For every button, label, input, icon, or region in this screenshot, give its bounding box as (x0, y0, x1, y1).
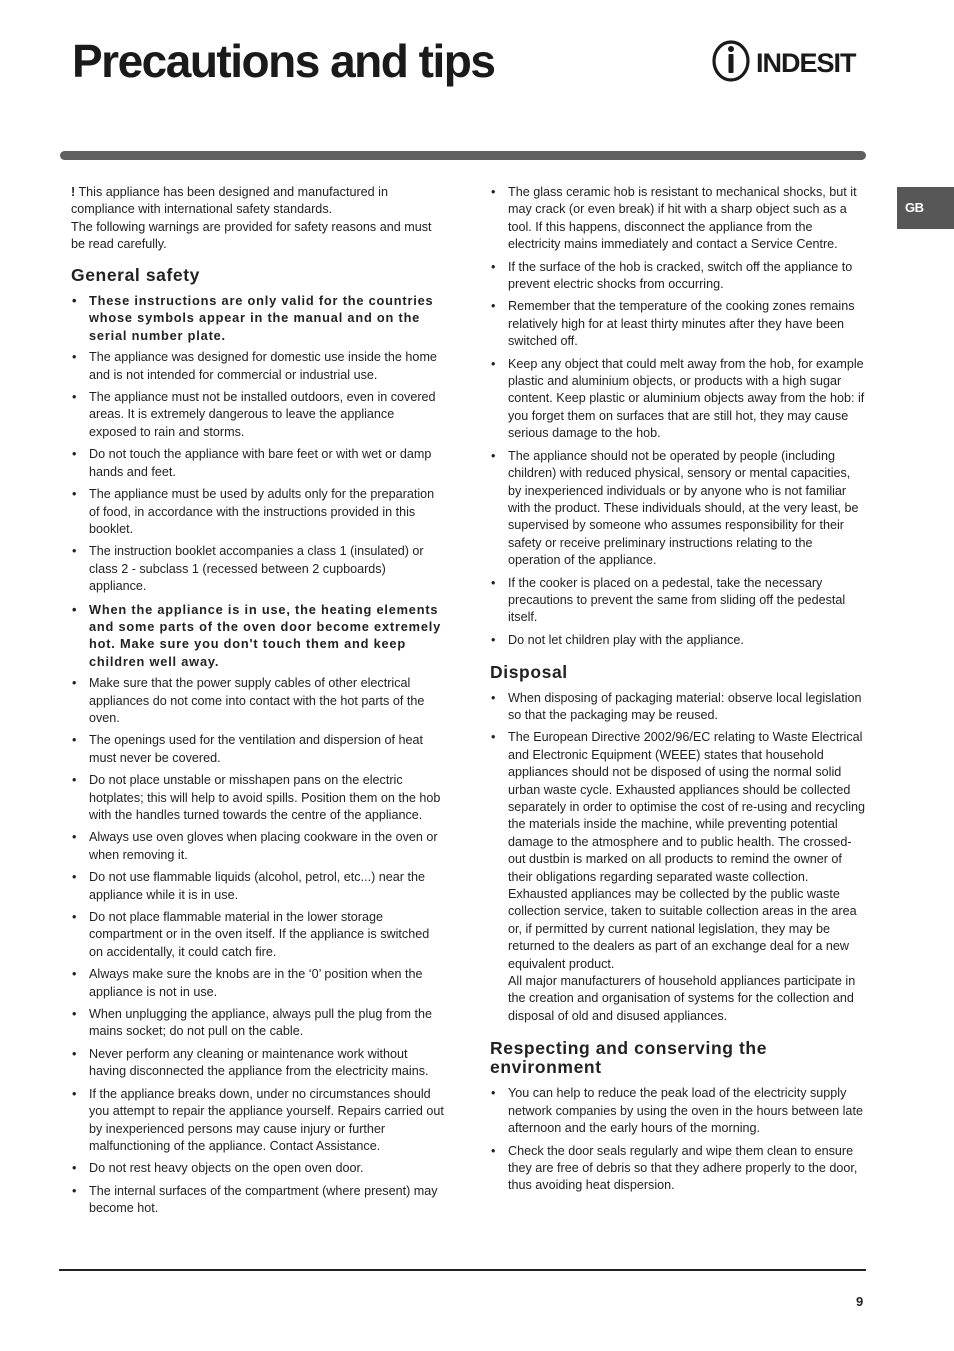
intro-text-2: The following warnings are provided for safety reasons and must be read carefully. (71, 219, 432, 252)
weee-paragraph-1: • The European Directive 2002/96/EC relating to Waste Electrical and Electronic Equipment (WEEE) states that household appliances should not be disposed of using the normal solid urban waste cycle. Exhausted appliances should be collected separately in order to optimise the cost of re-using and recycling the materials inside the machine, while preventing potential damage to the atmosphere and to public health. The crossed-out dustbin is marked on all products to remind the owner of their obligations regarding separated waste collection. (508, 730, 866, 884)
list-item: • The glass ceramic hob is resistant to mechanical shocks, but it may crack (or even break) if hit with a sharp object such as a tool. If this happens, disconnect the appliance from the electricity mains immediately and contact a Service Centre. (490, 184, 865, 254)
header-rule (60, 151, 866, 160)
list-item: • The appliance was designed for domestic use inside the home and is not intended for commercial or industrial use. (71, 349, 445, 384)
list-item: • Make sure that the power supply cables of other electrical appliances do not come into contact with the hot parts of the oven. (71, 675, 445, 727)
list-item: • Do not let children play with the appliance. (490, 632, 865, 649)
svg-text:INDESIT: INDESIT (756, 48, 856, 78)
list-item: • Do not place flammable material in the lower storage compartment or in the oven itself. If the appliance is switched on accidentally, it could catch fire. (71, 909, 445, 961)
weee-paragraph-2: Exhausted appliances may be collected by the public waste collection service, taken to suitable collection areas in the area or, if permitted by current national legislation, they may be returned to the dealers as part of an exchange deal for a new equivalent product. (508, 887, 857, 971)
environment-list (490, 1085, 865, 1194)
list-item: • Never perform any cleaning or maintenance work without having disconnected the appliance from the electricity mains. (71, 1046, 445, 1081)
language-tab-gb: GB (897, 187, 954, 229)
list-item: • You can help to reduce the peak load of the electricity supply network companies by using the oven in the hours between late afternoon and the early hours of the morning. (490, 1085, 865, 1137)
list-item (490, 729, 865, 1025)
list-item: • When disposing of packaging material: observe local legislation so that the packaging may be reused. (490, 690, 865, 725)
disposal-list (490, 690, 865, 1026)
list-item: • If the appliance breaks down, under no circumstances should you attempt to repair the appliance yourself. Repairs carried out by inexperienced persons may cause injury or further malfunctioning of the appliance. Contact Assistance. (71, 1086, 445, 1156)
left-column (71, 184, 445, 1223)
intro-text: This appliance has been designed and manufactured in compliance with international safety standards. (71, 185, 388, 217)
list-item: • Do not place unstable or misshapen pans on the electric hotplates; this will help to avoid spills. Position them on the hob with the handles turned towards the centre of the appliance. (71, 772, 445, 824)
list-item: • The appliance should not be operated by people (including children) with reduced physical, sensory or mental capacities, by inexperienced individuals or by anyone who is not familiar with the product. These individuals should, at the very least, be supervised by someone who assumes responsibility for their safety or receive preliminary instructions relating to the operation of the appliance. (490, 448, 865, 570)
environment-heading: Respecting and conserving the environment (490, 1038, 768, 1078)
general-safety-list (71, 292, 445, 1218)
list-item: • Always use oven gloves when placing cookware in the oven or when removing it. (71, 829, 445, 864)
list-item: • Keep any object that could melt away from the hob, for example plastic and aluminium objects, or products with a high sugar content. Keep plastic or aluminium objects away from the hob: if you forget them on surfaces that are still hot, they may cause serious damage to the hob. (490, 356, 865, 443)
footer-rule (59, 1269, 866, 1271)
list-item: • If the cooker is placed on a pedestal, take the necessary precautions to prevent the same from sliding off the pedestal itself. (490, 575, 865, 627)
list-item: • The appliance must be used by adults only for the preparation of food, in accordance with the instructions provided in this booklet. (71, 486, 445, 538)
intro-paragraph (71, 184, 445, 254)
indesit-logo (712, 38, 868, 84)
warning-mark: ! (71, 185, 76, 199)
list-item: • The internal surfaces of the compartment (where present) may become hot. (71, 1183, 445, 1218)
weee-paragraph-3: All major manufacturers of household appliances participate in the creation and organisation of systems for the collection and disposal of old and disused appliances. (508, 974, 856, 1023)
list-item: • Do not rest heavy objects on the open oven door. (71, 1160, 445, 1177)
page-title: Precautions and tips (72, 35, 495, 87)
disposal-heading: Disposal (490, 662, 568, 683)
list-item: • When the appliance is in use, the heating elements and some parts of the oven door become extremely hot. Make sure you don't touch them and keep children well away. (71, 601, 445, 671)
list-item: • Do not touch the appliance with bare feet or with wet or damp hands and feet. (71, 446, 445, 481)
general-safety-heading: General safety (71, 264, 201, 285)
list-item: • Check the door seals regularly and wipe them clean to ensure they are free of debris so that they adhere properly to the door, thus avoiding heat dispersion. (490, 1143, 865, 1195)
list-item: • The instruction booklet accompanies a class 1 (insulated) or class 2 - subclass 1 (recessed between 2 cupboards) appliance. (71, 543, 445, 595)
list-item: • These instructions are only valid for the countries whose symbols appear in the manual and on the serial number plate. (71, 292, 445, 344)
right-column (490, 184, 865, 1200)
list-item: • When unplugging the appliance, always pull the plug from the mains socket; do not pull on the cable. (71, 1006, 445, 1041)
page-number: 9 (856, 1294, 864, 1309)
list-item: • The openings used for the ventilation and dispersion of heat must never be covered. (71, 732, 445, 767)
list-item: • If the surface of the hob is cracked, switch off the appliance to prevent electric shocks from occurring. (490, 259, 865, 294)
hob-safety-list (490, 184, 865, 649)
list-item: • Remember that the temperature of the cooking zones remains relatively high for at least thirty minutes after they have been switched off. (490, 298, 865, 350)
list-item: • Always make sure the knobs are in the ‘0’ position when the appliance is not in use. (71, 966, 445, 1001)
list-item: • Do not use flammable liquids (alcohol, petrol, etc...) near the appliance while it is in use. (71, 869, 445, 904)
list-item: • The appliance must not be installed outdoors, even in covered areas. It is extremely dangerous to leave the appliance exposed to rain and storms. (71, 389, 445, 441)
